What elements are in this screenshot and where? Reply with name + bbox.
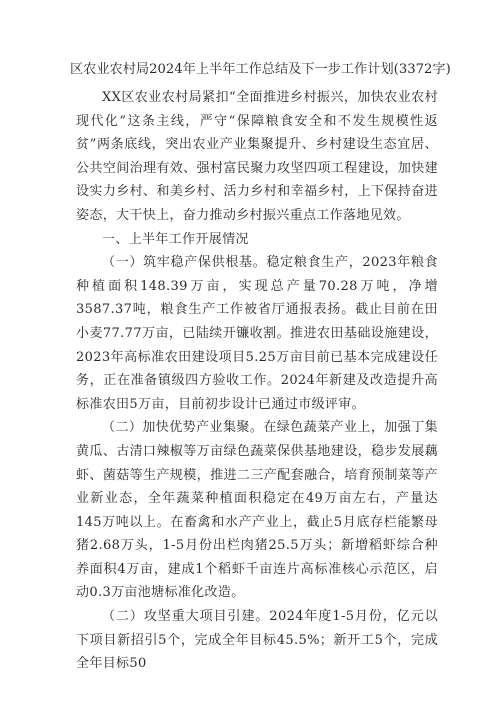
document-title: 区农业农村局2024年上半年工作总结及下一步工作计划(3372字)	[70, 62, 451, 77]
item-paragraph-1: （一）筑牢稳产保供根基。稳定粮食生产，2023年粮食种植面积148.39万亩，实现总产量70.28万吨，净增3587.37吨，粮食生产工作被省厅通报表扬。截止目前在田小麦77.77万亩，已陆续开镰收割。推进农田基础设施建设，2023年高标准农田建设项目5.25万亩目前已基本完成建设任务，正在准备镇级四方验收工作。2024年新建及改造提升高标准农田5万亩，目前初步设计已通过市级评审。	[76, 255, 438, 412]
item-paragraph-2: （二）加快优势产业集聚。在绿色蔬菜产业上，加强丁集黄瓜、古清口辣椒等万亩绿色蔬菜保供基地建设，稳步发展藕虾、菌菇等生产规模，推进二三产配套融合，培育预制菜等产业新业态，全年蔬菜种植面积稳定在49万亩左右，产量达145万吨以上。在畜禽和水产产业上，截止5月底存栏能繁母猪2.68万头，1-5月份出栏肉猪25.5万头；新增稻虾综合种养面积4万亩，建成1个稻虾千亩连片高标准核心示范区，启动0.3万亩池塘标准化改造。	[76, 420, 438, 601]
intro-paragraph: XX区农业农村局紧扣“全面推进乡村振兴，加快农业农村现代化”这条主线，严守“保障粮食安全和不发生规模性返贫”两条底线，突出农业产业集聚提升、乡村建设生态宜居、公共空间治理有效、强村富民聚力攻坚四项工程建设，加快建设实力乡村、和美乡村、活力乡村和幸福乡村，上下保持奋进姿态，大干快上，奋力推动乡村振兴重点工作落地见效。	[76, 90, 438, 223]
section-heading: 一、上半年工作开展情况	[102, 231, 249, 247]
item-paragraph-3: （二）攻坚重大项目引建。2024年度1-5月份，亿元以下项目新招引5个，完成全年目标45.5%；新开工5个，完成全年目标50	[76, 609, 438, 672]
